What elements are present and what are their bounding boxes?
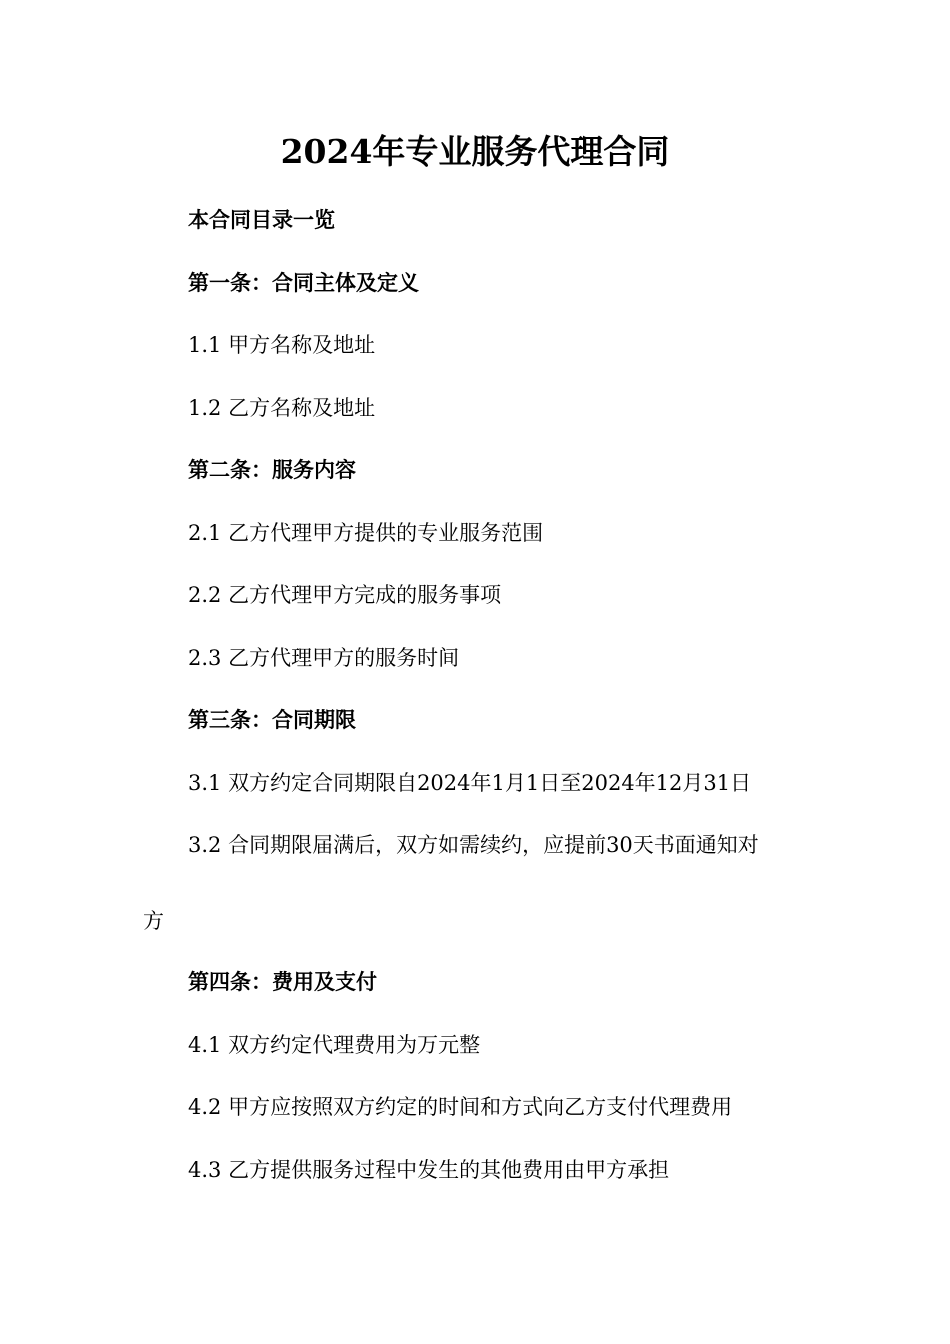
section-item: 2.2 乙方代理甲方完成的服务事项 — [188, 583, 502, 607]
section-item: 1.2 乙方名称及地址 — [188, 396, 376, 420]
section-heading: 第二条：服务内容 — [188, 457, 356, 482]
section-item: 1.1 甲方名称及地址 — [188, 333, 376, 357]
section-item: 2.3 乙方代理甲方的服务时间 — [188, 646, 460, 670]
section-heading: 第三条：合同期限 — [188, 707, 356, 732]
section-item: 4.3 乙方提供服务过程中发生的其他费用由甲方承担 — [188, 1158, 670, 1182]
section-item: 4.1 双方约定代理费用为万元整 — [188, 1033, 481, 1057]
section-item: 4.2 甲方应按照双方约定的时间和方式向乙方支付代理费用 — [188, 1095, 733, 1119]
section-heading: 第一条：合同主体及定义 — [188, 270, 419, 295]
section-item: 3.1 双方约定合同期限自2024年1月1日至2024年12月31日 — [188, 771, 752, 795]
section-item: 3.2 合同期限届满后，双方如需续约，应提前30天书面通知对 — [188, 833, 759, 857]
section-item-continuation: 方 — [143, 909, 164, 933]
document-title: 2024年专业服务代理合同 — [280, 132, 670, 171]
section-heading: 第四条：费用及支付 — [188, 969, 377, 994]
toc-heading: 本合同目录一览 — [188, 207, 335, 232]
section-item: 2.1 乙方代理甲方提供的专业服务范围 — [188, 521, 544, 545]
